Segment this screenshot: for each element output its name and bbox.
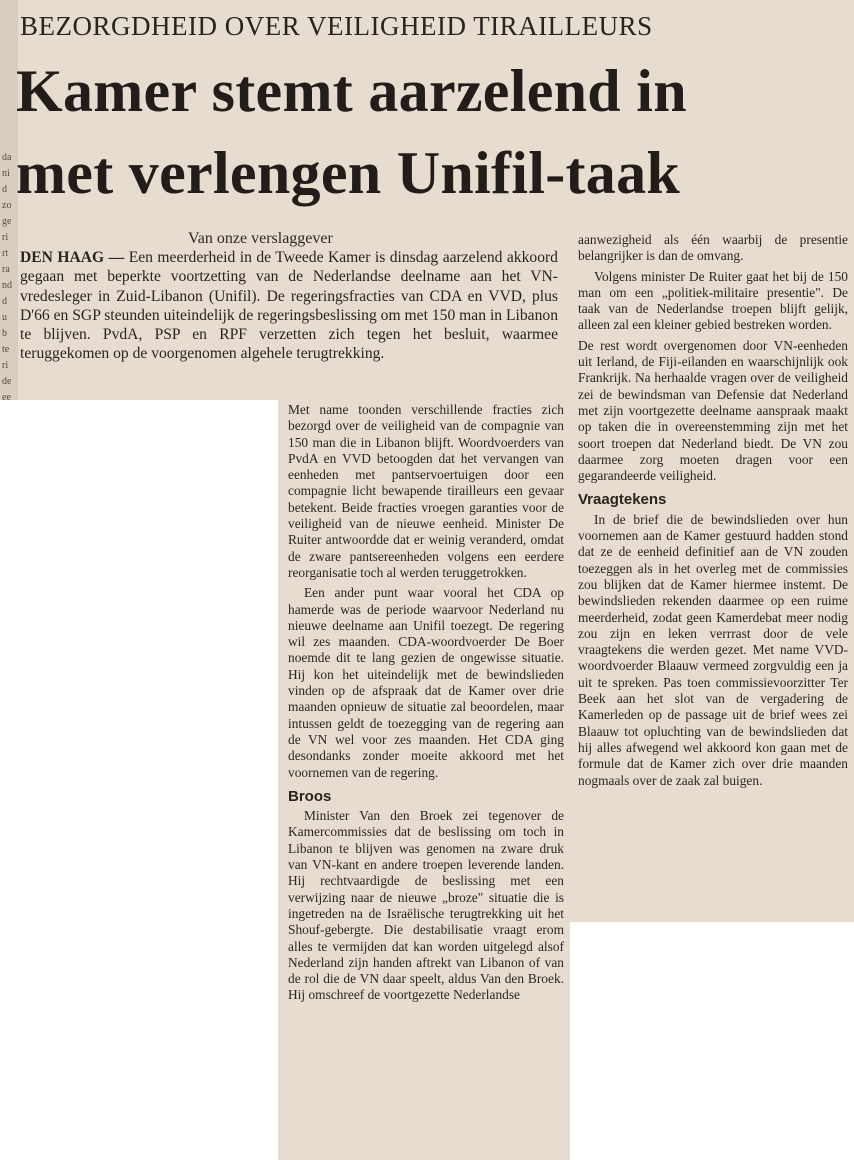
byline: Van onze verslaggever	[188, 230, 333, 247]
fragment: ni	[2, 168, 10, 179]
fragment: ri	[2, 232, 9, 243]
adjacent-article-fragments	[2, 150, 16, 406]
right-column	[578, 232, 848, 793]
fragment: d	[2, 184, 7, 195]
fragment: de	[2, 376, 12, 387]
fragment: ra	[2, 264, 10, 275]
headline-line-1: Kamer stemt aarzelend in	[16, 58, 687, 124]
subheading-vraagtekens: Vraagtekens	[578, 491, 667, 509]
fragment: da	[2, 152, 12, 163]
paragraph: Minister Van den Broek zei tegenover de Kamercommissies dat de beslissing om toch in Libanon te blijven was genomen na zware druk van VN-kant en andere troepen leverende landen. Hij rechtvaardigde de beslissing met een verwijzing naar de nieuwe „broze" situatie die is ingetreden na de Israëlische terugtrekking uit het Shouf-gebergte. Die destabilisatie vraagt erom alles te vermijden dat kan worden uitgelegd alsof Nederland zijn handen aftrekt van Libanon of van de rol die de VN daar speelt, aldus Van den Broek. Hij omschreef de voortgezette Nederlandse	[288, 808, 564, 1003]
paragraph: Met name toonden verschillende fracties zich bezorgd over de veiligheid van de compagnie van 150 man die in Libanon blijft. Woordvoerders van PvdA en VVD betoogden dat het vervangen van eenheden met pantservoertuigen door een compagnie licht bewapende tirailleurs een gevaar betekent. Beide fracties vroegen garanties voor de veiligheid van de nieuwe eenheid. Minister De Ruiter antwoordde dat er weinig veranderd, omdat de zware pantsereenheden volgens een eerdere reorganisatie toch al werden teruggetrokken.	[288, 402, 564, 580]
fragment: d	[2, 296, 7, 307]
headline	[16, 50, 852, 214]
paragraph: Een ander punt waar vooral het CDA op hamerde was de periode waarvoor Nederland nu nieuwe deelname aan Unifil toezegt. De regering wil zes maanden. CDA-woordvoerder De Boer noemde dit te lang gezien de ongewisse situatie. Hij kon het uiteindelijk met de bewindslieden vinden op de afspraak dat de Kamer over drie maanden opnieuw de situatie zal beoordelen, maar intussen geldt de toezegging van de regering aan de VN wel voor zes maanden. Het CDA ging desondanks zonder moeite akkoord met het voornemen van de regering.	[288, 585, 564, 780]
subheading-broos: Broos	[288, 787, 332, 805]
fragment: rt	[2, 248, 9, 259]
kicker: BEZORGDHEID OVER VEILIGHEID TIRAILLEURS	[20, 11, 653, 41]
fragment: u	[2, 312, 7, 323]
middle-column	[288, 402, 564, 1008]
fragment: zo	[2, 200, 12, 211]
fragment: ri	[2, 360, 9, 371]
lead-paragraph	[20, 248, 558, 364]
paragraph: In de brief die de bewindslieden over hun voornemen aan de Kamer gestuurd hadden stond dat ze de eenheid definitief aan de VN zouden toezeggen als in het overleg met de commissies zou blijken dat de Kamer hiermee instemt. De bewindslieden rekenden daarmee op een ruime meerderheid, zodat geen Kamerdebat meer nodig zou zijn en leken verrrast door de vele vraagtekens die werden gezet. Met name VVD-woordvoerder Blaauw vermeed zorgvuldig een ja uit te spreken. Pas toen commissievoorzitter Ter Beek aan het slot van de vergadering de Kamerleden op de passage uit de brief wees zei Blaauw tot opluchting van de bewindslieden dat hij alles afwegend wel akkoord kon gaan met de formule dat de Kamer zich over drie maanden nogmaals over de zaak zal buigen.	[578, 511, 848, 788]
fragment: ee	[2, 392, 11, 403]
lead-text: Een meerderheid in de Tweede Kamer is dinsdag aarzelend akkoord gegaan met beperkte voortzetting van de Nederlandse deelname aan het VN-vredesleger in Zuid-Libanon (Unifil). De regeringsfracties van CDA en VVD, plus D'66 en SGP steunden uiteindelijk de regeringsbeslissing om met 150 man in Libanon te blijven. PvdA, PSP en RPF verzetten zich tegen het besluit, waarmee teruggekomen op de voorgenomen algehele terugtrekking.	[20, 249, 558, 363]
paragraph: De rest wordt overgenomen door VN-eenheden uit Ierland, de Fiji-eilanden en waarschijnlijk ook Frankrijk. Na herhaalde vragen over de veiligheid zei de bewindsman van Defensie dat Nederland met zijn voortgezette deelname aanspraak maakt op taken die in overeenstemming zijn met het soort troepen dat Nederland biedt. De VN zou daarmee zorg moeten dragen voor een gegarandeerde veiligheid.	[578, 337, 848, 484]
paragraph: Volgens minister De Ruiter gaat het bij de 150 man om een „politiek-militaire presentie". De taak van de Nederlandse troepen blijft gelijk, alleen zal een kleiner gebied bestreken worden.	[578, 268, 848, 333]
paragraph: aanwezigheid als één waarbij de presentie belangrijker is dan de omvang.	[578, 232, 848, 264]
headline-line-2: met verlengen Unifil-taak	[16, 140, 681, 206]
dateline: DEN HAAG —	[20, 249, 125, 266]
fragment: te	[2, 344, 10, 355]
fragment: ge	[2, 216, 12, 227]
fragment: b	[2, 328, 7, 339]
fragment: nd	[2, 280, 12, 291]
